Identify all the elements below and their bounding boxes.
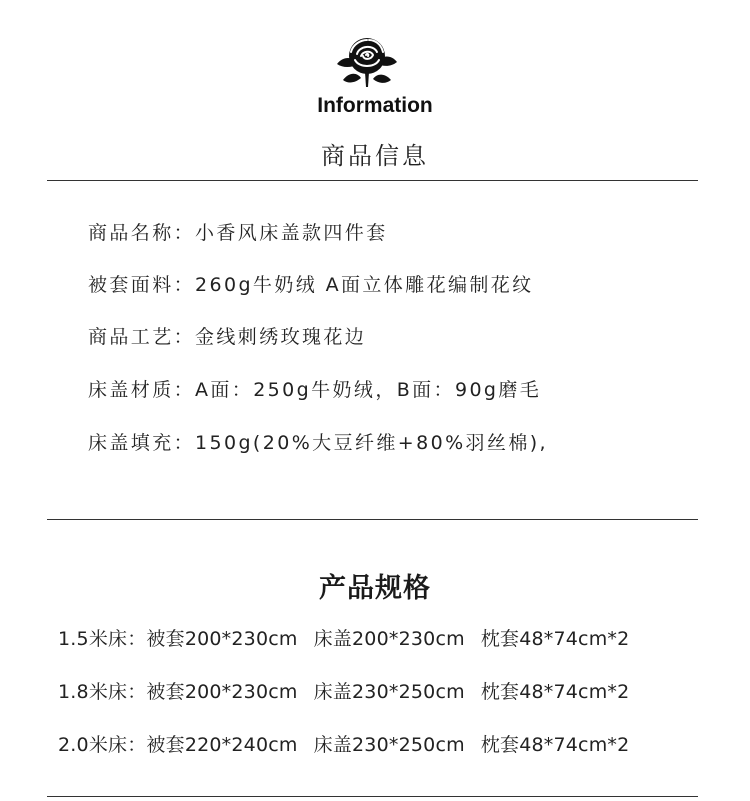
spec-title: 产品规格 [319,573,431,604]
rose-logo [333,34,401,88]
title-en: Information [317,94,433,117]
spec-bedspread: 床盖230*250cm [313,734,465,756]
divider-top [47,180,698,181]
rose-icon [333,34,401,88]
spec-bedspread: 床盖200*230cm [313,628,465,650]
spec-cover: 被套220*240cm [146,734,298,756]
spec-cover: 被套200*230cm [146,681,298,703]
spec-pillow: 枕套48*74cm*2 [480,681,630,703]
spec-pillow: 枕套48*74cm*2 [480,734,630,756]
spec-cover: 被套200*230cm [146,628,298,650]
info-row-cover-fabric: 被套面料：260g牛奶绒 A面立体雕花编制花纹 [88,274,534,296]
info-row-product-name: 商品名称：小香风床盖款四件套 [88,222,388,244]
spec-bedspread: 床盖230*250cm [313,681,465,703]
info-row-bedspread-filling: 床盖填充：150g(20%大豆纤维+80%羽丝棉), [88,432,548,454]
spec-size: 1.8米床： [58,681,147,703]
spec-row [58,624,629,651]
spec-size: 1.5米床： [58,628,147,650]
spec-row [58,677,629,704]
title-cn: 商品信息 [321,142,429,170]
info-row-bedspread-material: 床盖材质：A面：250g牛奶绒，B面：90g磨毛 [88,379,542,401]
spec-row [58,730,629,757]
spec-size: 2.0米床： [58,734,147,756]
divider-bottom [47,796,698,797]
divider-middle [47,519,698,520]
spec-pillow: 枕套48*74cm*2 [480,628,630,650]
info-row-craft: 商品工艺：金线刺绣玫瑰花边 [88,326,367,348]
